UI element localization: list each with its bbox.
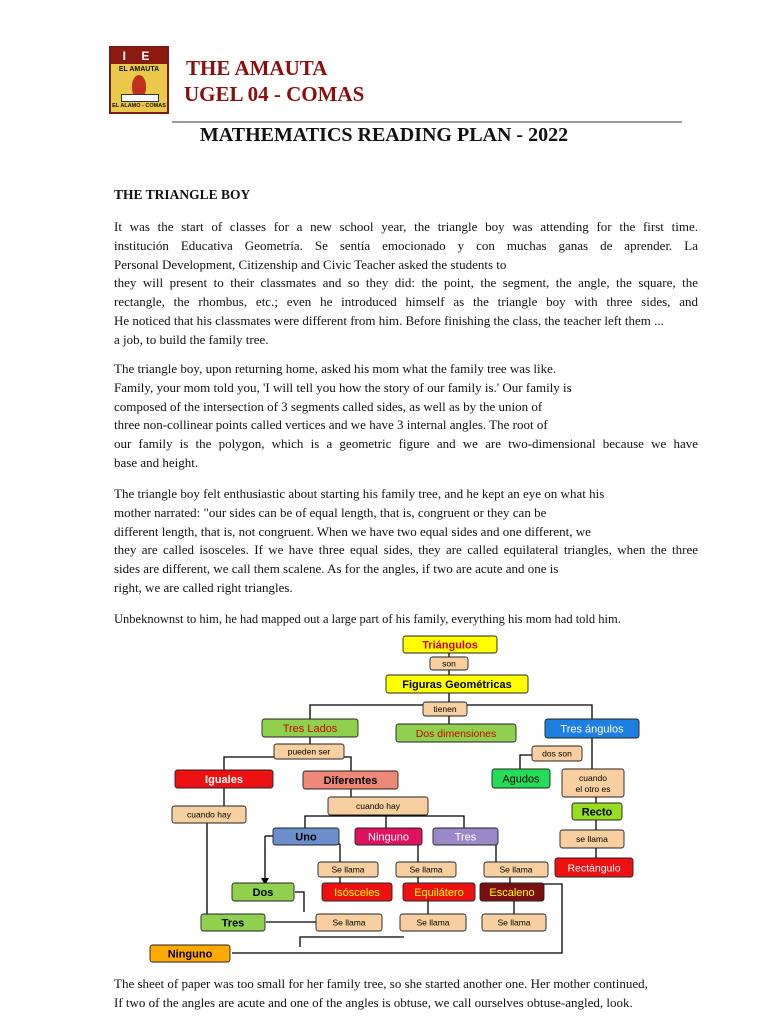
node-isosceles xyxy=(322,883,392,901)
school-name: THE AMAUTA xyxy=(186,56,328,80)
node-label: Triángulos xyxy=(422,639,478,652)
node-dos-son xyxy=(532,746,582,761)
text-line: they are called isosceles. If we have three equal sides, they are called equilateral triangles, when the three xyxy=(114,542,698,558)
node-label: se llama xyxy=(576,834,608,845)
node-label: cuando xyxy=(579,773,607,783)
text-line: composed of the intersection of 3 segments called sides, as well as by the union of xyxy=(114,398,543,414)
node-se-llama-3 xyxy=(484,862,548,877)
node-figuras xyxy=(386,675,528,693)
node-label: Uno xyxy=(295,831,317,844)
node-label: Figuras Geométricas xyxy=(402,678,512,691)
node-label: pueden ser xyxy=(287,746,331,757)
node-label: Isósceles xyxy=(334,886,380,899)
node-equilatero xyxy=(403,883,475,901)
text-line: sides are different, we call them scalene. As for the angles, if two are acute and one is xyxy=(114,561,559,577)
node-tienen xyxy=(423,702,467,716)
diagram-intro: Unbeknownst to him, he had mapped out a large part of his family, everything his mom had told him. xyxy=(114,612,621,626)
node-label: Escaleno xyxy=(489,886,535,899)
text-line: they will present to their classmates and so they did: the point, the segment, the angle, the square, the xyxy=(114,275,698,291)
node-label: tienen xyxy=(433,704,457,715)
node-iguales xyxy=(175,770,273,788)
node-tres-mid xyxy=(433,828,498,845)
node-label: dos son xyxy=(542,748,572,759)
node-tres-lados xyxy=(262,719,358,737)
paragraph-3 xyxy=(114,485,698,598)
node-label: Tres Lados xyxy=(282,722,338,735)
node-label: Tres xyxy=(221,917,245,930)
text-line: mother narrated: "our sides can be of equal length, that is, congruent or they can be xyxy=(114,504,547,520)
node-label: Ninguno xyxy=(167,948,213,961)
page-title: MATHEMATICS READING PLAN - 2022 xyxy=(199,124,569,146)
node-se-llama-5 xyxy=(400,914,466,931)
node-triangulos xyxy=(403,636,497,653)
node-label: Agudos xyxy=(502,773,540,786)
triangle-concept-map xyxy=(0,630,768,970)
text-line: It was the start of classes for a new school year, the triangle boy was attending for the first time. xyxy=(114,219,698,234)
node-se-llama-right xyxy=(560,830,624,848)
node-tres-left xyxy=(201,914,265,931)
node-rectangulo xyxy=(555,858,633,877)
header-divider xyxy=(172,121,682,123)
node-se-llama-4 xyxy=(316,914,382,931)
story-title: THE TRIANGLE BOY xyxy=(114,187,251,202)
node-label: Se llama xyxy=(331,864,365,875)
node-label: Se llama xyxy=(497,917,531,928)
node-label: Dos xyxy=(252,886,274,899)
node-label: Ninguno xyxy=(368,831,409,844)
node-label: el otro es xyxy=(575,784,611,794)
node-label: Se llama xyxy=(409,864,443,875)
node-uno xyxy=(273,828,339,845)
text-line: a job, to build the family tree. xyxy=(114,331,269,347)
node-son xyxy=(430,657,468,670)
text-line: different length, that is, not congruent. When we have two equal sides and one different, we xyxy=(114,523,591,539)
node-dos xyxy=(232,883,294,901)
node-se-llama-6 xyxy=(482,914,546,931)
node-se-llama-1 xyxy=(318,862,378,877)
node-ninguno-left xyxy=(150,945,230,962)
node-label: Rectángulo xyxy=(567,862,621,875)
node-cuando-hay-mid xyxy=(328,797,428,815)
node-label: Se llama xyxy=(416,917,450,928)
node-label: Recto xyxy=(581,806,613,819)
closing-paragraph xyxy=(114,975,698,1013)
node-recto xyxy=(572,803,622,820)
text-line: If two of the angles are acute and one of the angles is obtuse, we call ourselves obtuse-angled, look. xyxy=(114,994,633,1010)
node-label: Equilátero xyxy=(414,886,464,899)
logo-line-2: EL ALAMO - COMAS xyxy=(112,103,166,109)
node-tres-angulos xyxy=(545,719,639,738)
node-label: Se llama xyxy=(332,917,366,928)
text-line: He noticed that his classmates were different from him. Before finishing the class, the teacher left them ... xyxy=(114,312,664,328)
node-label: Tres xyxy=(454,831,477,844)
node-ninguno-mid xyxy=(355,828,422,845)
text-line: Personal Development, Citizenship and Civic Teacher asked the students to xyxy=(114,256,507,272)
node-label: son xyxy=(442,658,456,669)
text-line: Family, your mom told you, 'I will tell you how the story of our family is.' Our family is xyxy=(114,379,572,395)
node-label: cuando hay xyxy=(187,809,231,820)
node-label: Dos dimensiones xyxy=(415,727,497,740)
node-cuando-hay-left xyxy=(172,806,246,823)
book-icon xyxy=(121,94,159,102)
logo-initials: I E xyxy=(111,48,167,64)
school-district: UGEL 04 - COMAS xyxy=(184,82,365,106)
text-line: The triangle boy felt enthusiastic about starting his family tree, and he kept an eye on what his xyxy=(114,486,605,501)
node-label: cuando hay xyxy=(356,801,400,812)
node-se-llama-2 xyxy=(396,862,456,877)
text-line: The sheet of paper was too small for her family tree, so she started another one. Her mother continued, xyxy=(114,976,648,991)
text-line: our family is the polygon, which is a geometric figure and we are two-dimensional because we have xyxy=(114,436,698,452)
node-escaleno xyxy=(480,883,544,901)
text-line: The triangle boy, upon returning home, asked his mom what the family tree was like. xyxy=(114,361,557,376)
node-label: Se llama xyxy=(499,864,533,875)
text-line: three non-collinear points called vertices and we have 3 internal angles. The root of xyxy=(114,417,548,433)
text-line: base and height. xyxy=(114,454,199,470)
node-dos-dimensiones xyxy=(396,724,516,742)
paragraph-2 xyxy=(114,360,698,473)
node-agudos xyxy=(492,769,550,788)
node-pueden-ser xyxy=(274,744,344,759)
paragraph-1 xyxy=(114,218,698,350)
logo-line-1: EL AMAUTA xyxy=(118,66,160,73)
node-cuando-el-otro-es xyxy=(562,769,624,797)
node-label: Tres ángulos xyxy=(560,723,624,736)
node-label: Iguales xyxy=(205,773,243,786)
text-line: rectangle, the rhombus, etc.; even he introduced himself as the triangle boy with three sides, and xyxy=(114,294,698,310)
text-line: right, we are called right triangles. xyxy=(114,579,293,595)
node-label: Diferentes xyxy=(323,774,378,787)
node-diferentes xyxy=(303,771,398,789)
school-logo xyxy=(109,46,169,114)
text-line: institución Educativa Geometría. Se sentía emocionado y con muchas ganas de aprender. La xyxy=(114,237,698,253)
